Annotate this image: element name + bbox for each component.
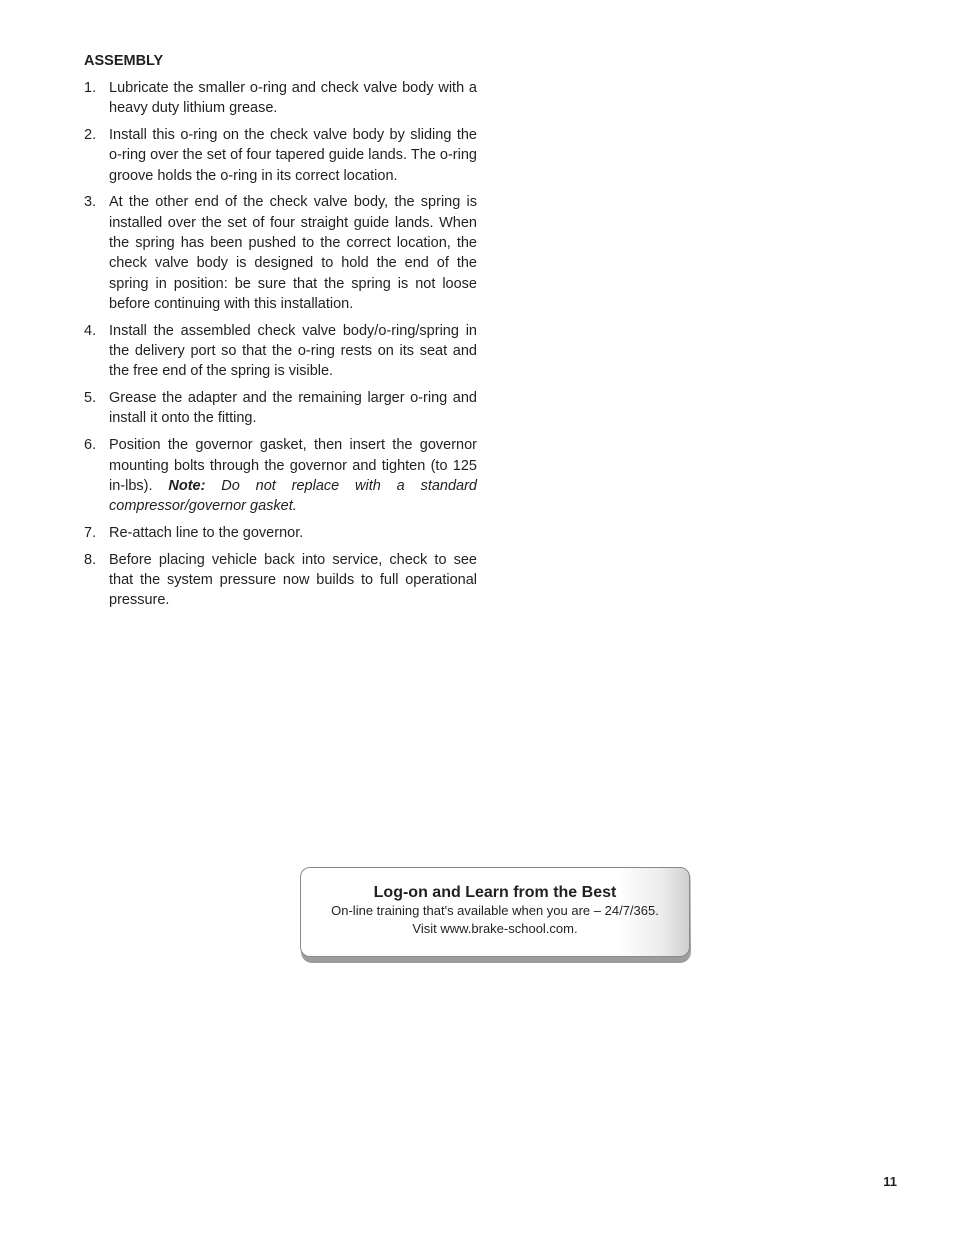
step-number: 6.	[84, 437, 97, 454]
training-callout-box	[300, 867, 690, 957]
section-heading: ASSEMBLY	[84, 53, 164, 69]
step-number: 8.	[84, 551, 97, 568]
assembly-section	[84, 52, 477, 617]
step-6	[84, 435, 477, 516]
step-5	[84, 388, 477, 429]
note-label: Note:	[168, 477, 206, 494]
step-7	[84, 523, 477, 543]
step-8	[84, 550, 477, 611]
step-3	[84, 192, 477, 314]
callout-training-text: On-line training that's available when you are – 24/7/365.	[331, 903, 659, 918]
step-text: Before placing vehicle back into service, check to see that the system pressure now builds to full operational pressure.	[109, 551, 477, 609]
step-number: 2.	[84, 127, 97, 144]
assembly-steps-list	[84, 78, 477, 611]
step-number: 3.	[84, 194, 97, 211]
step-number: 7.	[84, 524, 97, 541]
step-text: Position the governor gasket, then insert the governor mounting bolts through the governor and tighten (to 125 in-lbs).	[109, 437, 477, 494]
note-text: Do not replace with a standard compressor/governor gasket.	[109, 477, 477, 515]
callout-title: Log-on and Learn from the Best	[373, 884, 617, 901]
step-text: Grease the adapter and the remaining larger o-ring and install it onto the fitting.	[109, 390, 477, 427]
step-text: At the other end of the check valve body, the spring is installed over the set of four straight guide lands. When the spring has been pushed to the correct location, the check valve body is designed to hold the end of the spring in position: be sure that the spring is not loose before continuing with this installation.	[109, 194, 477, 312]
callout-visit-text: Visit www.brake-school.com.	[412, 921, 578, 936]
step-4	[84, 321, 477, 382]
step-text: Lubricate the smaller o-ring and check valve body with a heavy duty lithium grease.	[109, 80, 477, 117]
step-1	[84, 78, 477, 119]
step-number: 5.	[84, 390, 97, 407]
step-text: Install the assembled check valve body/o-ring/spring in the delivery port so that the o-ring rests on its seat and the free end of the spring is visible.	[109, 322, 477, 380]
page-number: 11	[883, 1174, 897, 1189]
step-2	[84, 125, 477, 186]
step-text: Install this o-ring on the check valve body by sliding the o-ring over the set of four tapered guide lands. The o-ring groove holds the o-ring in its correct location.	[109, 127, 477, 184]
step-number: 1.	[84, 80, 97, 96]
step-text: Re-attach line to the governor.	[109, 524, 304, 541]
step-number: 4.	[84, 322, 97, 339]
